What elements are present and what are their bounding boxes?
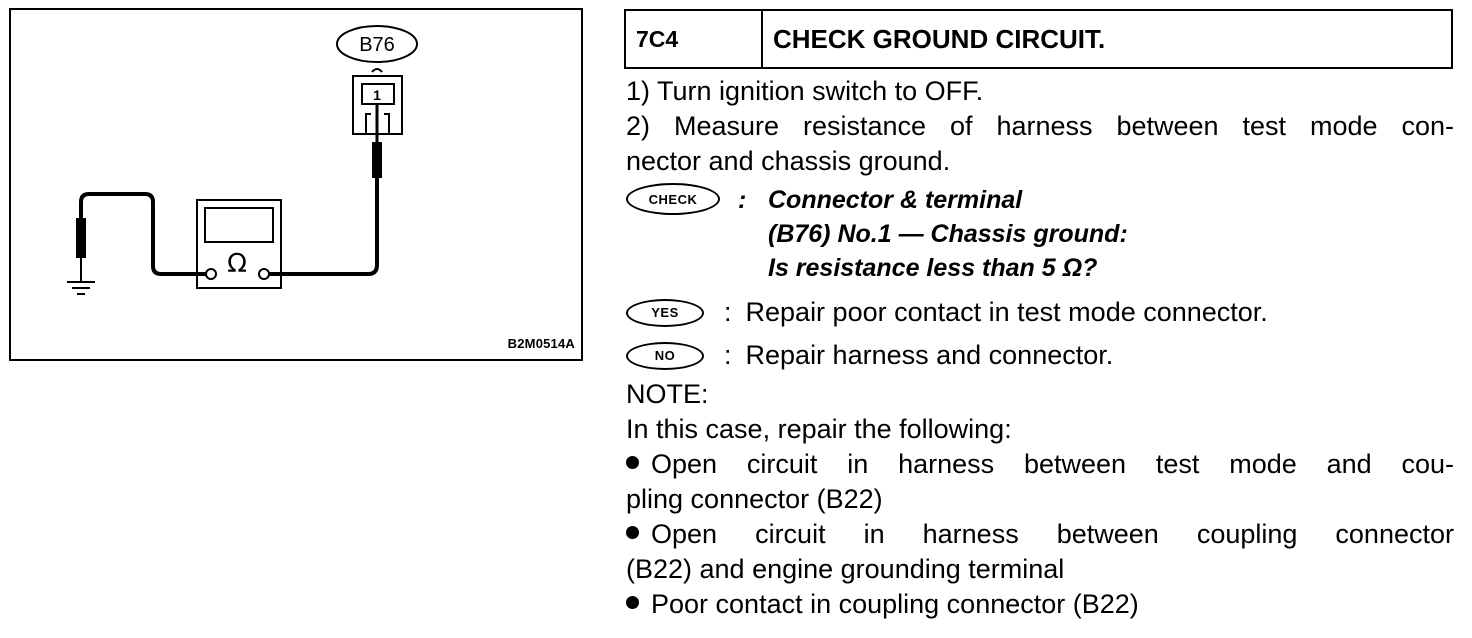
step-title: CHECK GROUND CIRCUIT. (773, 23, 1106, 54)
check-line-2: (B76) No.1 — Chassis ground: (768, 220, 1128, 248)
wiring-diagram (9, 8, 583, 361)
meter-terminal-left (206, 269, 216, 279)
meter-display (205, 208, 273, 242)
note-item-3-line-1: Poor contact in coupling connector (B22) (651, 589, 1139, 619)
note-item-2-line-1: Open circuit in harness between coupling connector (651, 519, 1454, 549)
check-line-1: Connector & terminal (768, 186, 1023, 214)
bullet-icon (626, 526, 639, 539)
note-item (626, 447, 1454, 482)
instruction-2: 2) Measure resistance of harness between test mode con- (626, 111, 1454, 141)
note-intro: In this case, repair the following: (626, 414, 1012, 444)
bullet-icon (626, 596, 639, 609)
check-badge: CHECK (626, 183, 720, 215)
check-colon: : (738, 186, 747, 214)
check-block (626, 183, 1454, 285)
bullet-icon (626, 456, 639, 469)
figure-code: B2M0514A (507, 336, 575, 351)
note-heading: NOTE: (626, 379, 709, 409)
instruction-2-cont: nector and chassis ground. (626, 146, 951, 176)
probe-right (372, 142, 382, 178)
yes-text: Repair poor contact in test mode connector. (745, 297, 1268, 327)
step-id: 7C4 (626, 11, 763, 67)
note-item (626, 517, 1454, 552)
terminal-number: 1 (373, 87, 381, 103)
check-line-3: Is resistance less than 5 Ω? (768, 254, 1098, 282)
note-item-1-line-2: pling connector (B22) (626, 484, 883, 514)
instruction-1: 1) Turn ignition switch to OFF. (626, 76, 984, 106)
note-item (626, 587, 1454, 622)
connector-latch (372, 69, 382, 72)
ohm-symbol: Ω (227, 249, 247, 279)
yes-badge: YES (626, 299, 704, 327)
yes-row: YES : Repair poor contact in test mode connector. (626, 291, 1454, 334)
no-row: NO : Repair harness and connector. (626, 334, 1454, 377)
diagram-drawing (11, 10, 585, 363)
note-item-1-line-1: Open circuit in harness between test mode and cou- (651, 449, 1454, 479)
connector-label: B76 (359, 34, 395, 56)
meter-terminal-right (259, 269, 269, 279)
no-badge: NO (626, 342, 704, 370)
no-text: Repair harness and connector. (745, 340, 1114, 370)
step-header (624, 9, 1453, 69)
probe-left (76, 218, 86, 258)
lead-left (81, 194, 206, 274)
procedure-content (626, 74, 1454, 622)
note-item-2-line-2: (B22) and engine grounding terminal (626, 554, 1065, 584)
